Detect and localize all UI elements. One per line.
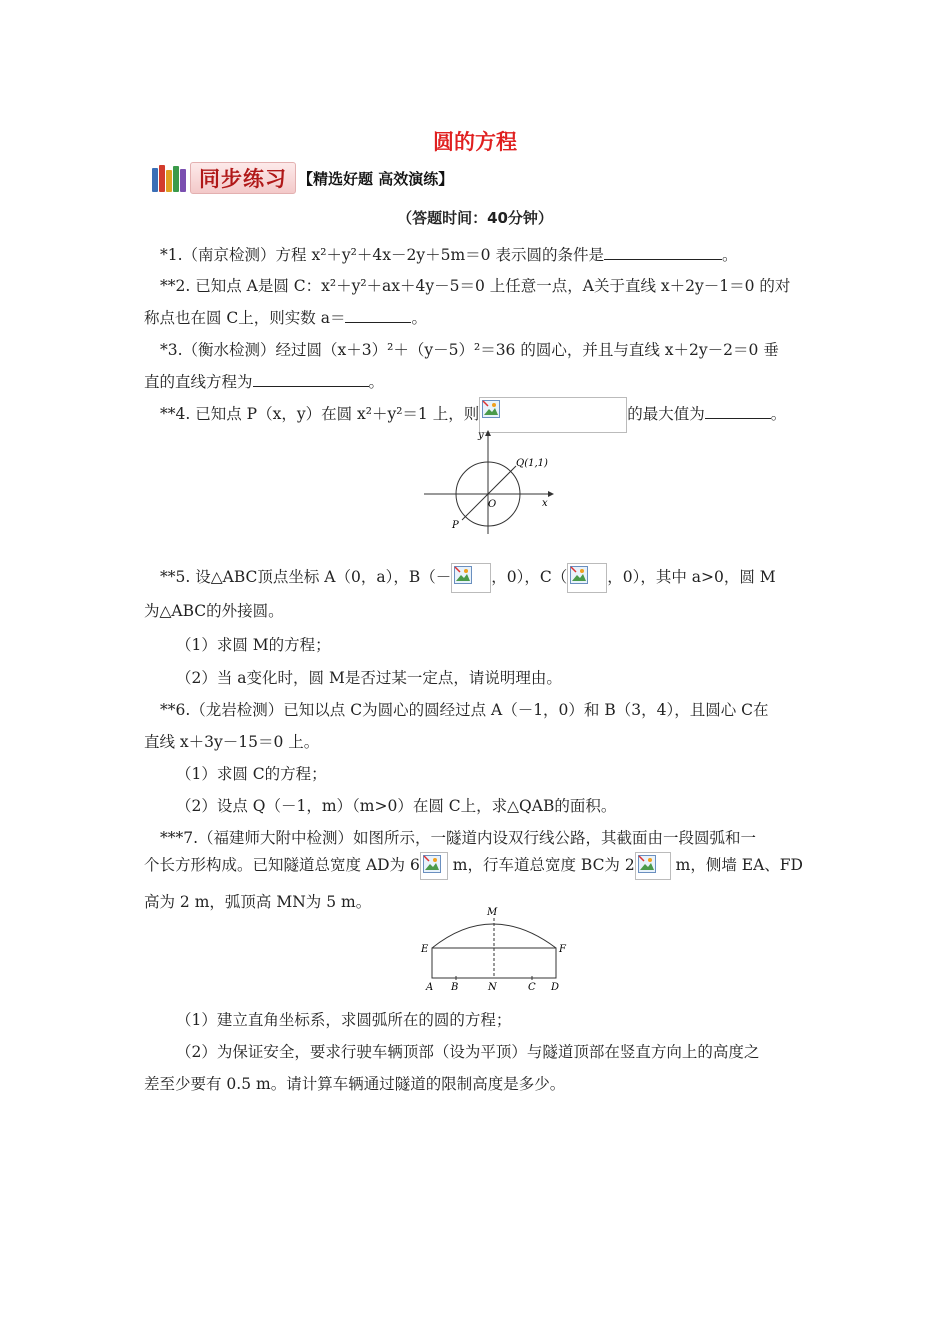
question-2-line-2 [144,306,427,328]
formula-image [635,852,671,880]
q4-end: 。 [770,405,787,423]
q7-text-1: 个长方形构成。已知隧道总宽度 AD为 6 [144,856,420,874]
label-b: B [451,982,459,993]
q5-text-3: ，0），其中 a>0，圆 M [607,568,776,586]
question-5-line-1 [160,563,776,593]
question-5-line-2: 为△ABC的外接圆。 [144,602,284,620]
broken-image-icon [638,855,656,873]
question-6-line-1: **6.（龙岩检测）已知以点 C为圆心的圆经过点 A（－1，0）和 B（3，4），且圆心 C在 [160,701,769,719]
label-n: N [488,982,497,993]
page-title: 圆的方程 [433,130,517,154]
circle-figure [420,426,560,538]
broken-image-icon [423,855,441,873]
question-3-line-2 [144,370,384,392]
point-q-label: Q(1,1) [516,458,548,469]
tunnel-figure [416,904,576,994]
q5-text-1: **5. 设△ABC顶点坐标 A（0，a），B（－ [160,568,452,586]
q5-text-2: ，0），C（ [491,568,568,586]
question-7-part-2-line-1: （2）为保证安全，要求行驶车辆顶部（设为平顶）与隧道顶部在竖直方向上的高度之 [176,1043,760,1061]
question-3-line-1: *3.（衡水检测）经过圆（x＋3）²＋（y－5）²＝36 的圆心，并且与直线 x＋2y－2＝0 垂 [160,341,779,359]
q4-text-post: 的最大值为 [627,405,705,423]
q7-text-2: m，行车道总宽度 BC为 2 [447,856,635,874]
q2-text: 称点也在圆 C上，则实数 a＝ [144,309,346,327]
question-6-line-2: 直线 x＋3y－15＝0 上。 [144,733,320,751]
broken-image-icon [570,566,588,584]
label-d: D [551,982,560,993]
question-1 [160,243,737,265]
origin-label: O [488,499,497,510]
q3-text: 直的直线方程为 [144,373,253,391]
y-label: y [478,430,484,441]
question-2-line-1: **2. 已知点 A是圆 C：x²＋y²＋ax＋4y－5＝0 上任意一点，A关于直线 x＋2y－1＝0 的对 [160,277,791,295]
x-label: x [542,498,548,509]
question-5-part-2: （2）当 a变化时，圆 M是否过某一定点，请说明理由。 [176,669,562,687]
label-e: E [421,944,429,955]
question-7-line-2 [144,852,803,880]
broken-image-icon [454,566,472,584]
question-6-part-2: （2）设点 Q（－1，m）（m>0）在圆 C上，求△QAB的面积。 [176,797,617,815]
question-7-part-1: （1）建立直角坐标系，求圆弧所在的圆的方程； [176,1011,512,1029]
label-c: C [528,982,536,993]
question-7-line-1: ***7.（福建师大附中检测）如图所示，一隧道内设双行线公路，其截面由一段圆弧和一 [160,829,757,847]
formula-image [567,563,607,593]
label-a: A [426,982,434,993]
formula-image [420,852,448,880]
q2-end: 。 [411,309,427,327]
line-pq [462,466,516,520]
question-6-part-1: （1）求圆 C的方程； [176,765,327,783]
point-p-label: P [452,520,459,531]
q3-end: 。 [368,373,385,391]
q1-end: 。 [721,246,738,264]
question-7-part-2-line-2: 差至少要有 0.5 m。请计算车辆通过隧道的限制高度是多少。 [144,1075,566,1093]
answer-blank [705,404,771,419]
question-5-part-1: （1）求圆 M的方程； [176,636,331,654]
time-note: （答题时间：40分钟） [397,209,553,227]
label-m: M [487,907,498,918]
banner-title: 同步练习 [190,162,296,194]
answer-blank [604,245,722,260]
q7-text-3: m，侧墙 EA、FD [670,856,803,874]
broken-image-icon [482,400,500,418]
books-icon [152,164,188,192]
formula-image [451,563,491,593]
section-banner [152,163,453,193]
answer-blank [253,372,369,387]
label-f: F [559,944,566,955]
q4-text-pre: **4. 已知点 P（x，y）在圆 x²＋y²＝1 上，则 [160,405,480,423]
banner-subtitle: 【精选好题 高效演练】 [298,169,454,188]
answer-blank [345,308,411,323]
question-7-line-3: 高为 2 m，弧顶高 MN为 5 m。 [144,893,372,911]
q1-text: *1.（南京检测）方程 x²＋y²＋4x－2y＋5m＝0 表示圆的条件是 [160,246,604,264]
